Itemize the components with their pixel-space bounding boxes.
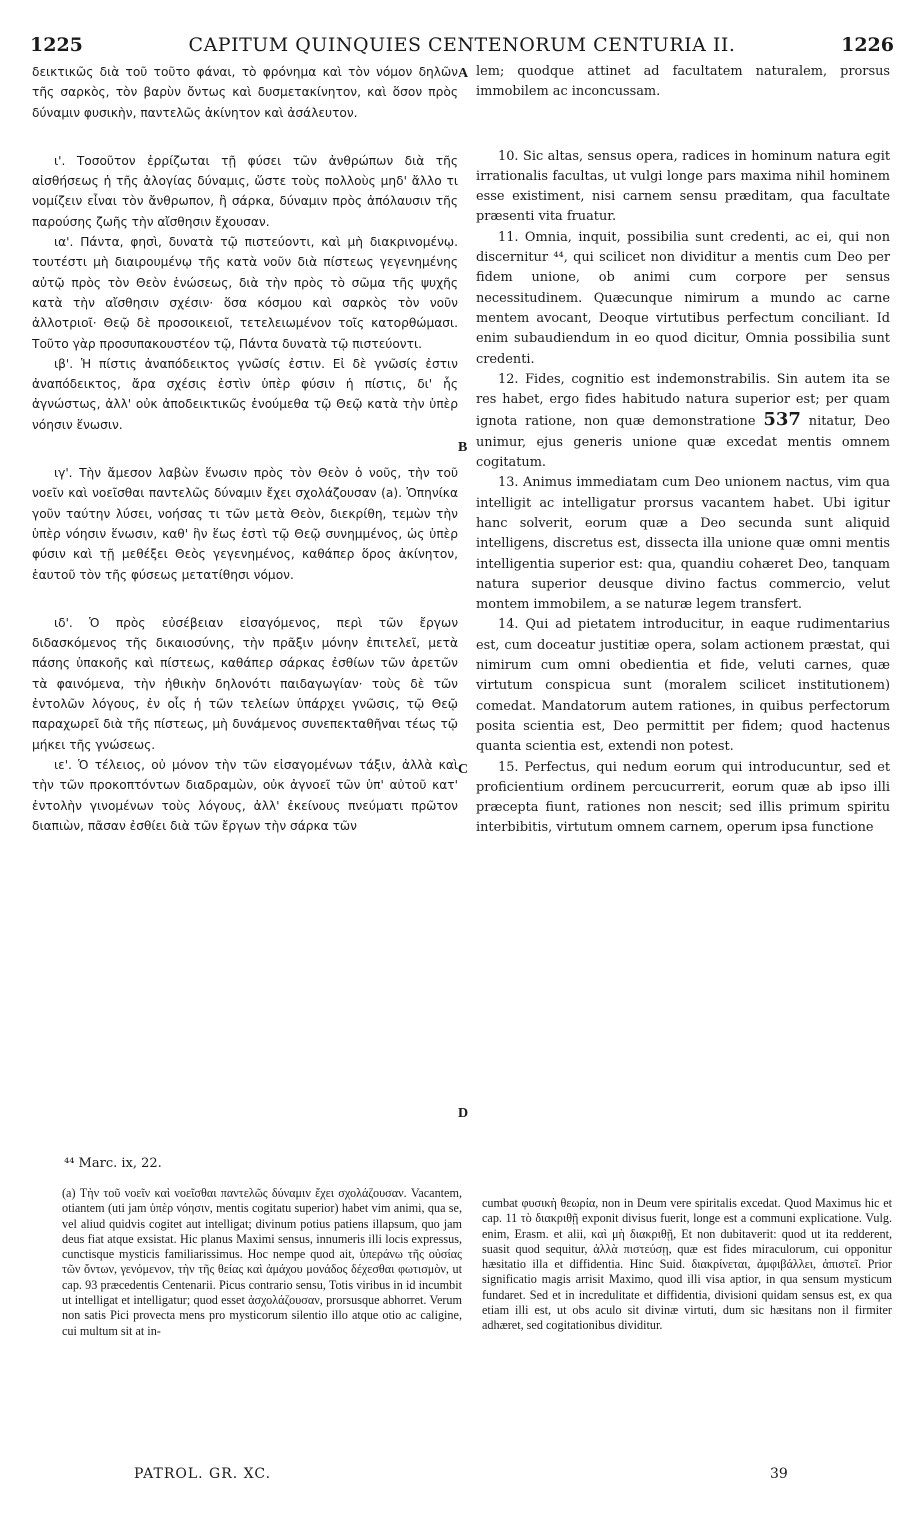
latin-chapter-14: 14. Qui ad pietatem introducitur, in eaque rudimentarius est, cum doceatur justitiæ opera, solam actionem præstat, qui nimirum cum omni obedientia et fide, veluti carnes, quæ virtutum conspicua sunt (moralem scilicet institutionem) comedat. Mandatorum autem rationes, in quibus perfectorum posita scientia est, Deo permittit per fidem; quod hactenus quanta scientia est, extendi non potest. [476, 617, 890, 755]
running-title: CAPITUM QUINQUIES CENTENORUM CENTURIA II. [188, 34, 736, 56]
greek-chapter-11: ια'. Πάντα, φησὶ, δυνατὰ τῷ πιστεύοντι, καὶ μὴ διακρινομένῳ. τουτέστι μὴ διαιρουμένῳ τῆς κατὰ νοῦν διὰ πίστεως γεγενημένης αὐτῷ πρὸς τὸν Θεὸν ἑνώσεως, διὰ τὴν πρὸς τὸ σῶμα τῆς ψυχῆς κατὰ τὴν αἴσθησιν σχέσιν· ὅσα κόσμου καὶ σαρκὸς τὸν νοῦν ἀλλοτριοῖ· Θεῷ δὲ προσοικειοῖ, τετελειωμένον τοῖς κατορθώμασι. Τοῦτο γὰρ προσυπακουστέον τῷ, Πάντα δυνατὰ τῷ πιστεύοντι. [32, 235, 458, 351]
page-header [30, 34, 894, 58]
scripture-reference: ⁴⁴ Marc. ix, 22. [64, 1156, 162, 1171]
greek-column [32, 62, 458, 836]
commentary-right: cumbat φυσικὴ θεωρία, non in Deum vere spiritalis excedat. Quod Maximus hic et cap. 11 τὸ διακριθῇ exponit divisus fuerit, longe est a communi explicatione. Vulg. enim, Erasm. et alii, καὶ μὴ διακριθῇ, Et non dubitaverit: quod ut ita redderent, suasit quod sequitur, ἀλλὰ πιστεύσῃ, quæ est fides miraculorum, cui opponitur hæsitatio illa et diffidentia. Hinc Suid. διακρίνεται, ἀμφιβάλλει, ἀπιστεῖ. Prior significatio magis arrisit Maximo, quod illi visa aptior, in qua sensum mysticum fundaret. Sed et in incredulitate et diffidentia, divisioni quidam sensus est, ex qua etiam illi est, ut obs aculo sit divinæ virtuti, dum sic hæsitans non il firmiter adhæret, sed cogitationibus dividitur. [482, 1196, 892, 1333]
latin-chapter-10: 10. Sic altas, sensus opera, radices in hominum natura egit irrationalis facultas, ut vulgi longe pars maxima nihil hominem esse existiment, nisi carnem sensu præditam, qua facultate præsenti vita fruatur. [476, 148, 890, 225]
commentary-left: (a) Τὴν τοῦ νοεῖν καὶ νοεῖσθαι παντελῶς δύναμιν ἔχει σχολάζουσαν. Vacantem, otiantem (uti jam ὑπὲρ νόησιν, mentis cogitatu superior) habet vim animi, qua se, vel aliud quidvis cogitet aut intelligat; divinum potius patiens illapsum, quo jam deus fiat atque exsistat. Hic planus Maximi sensus, innumeris illi locis expressus, cunctisque mysticis familiarissimus. Hoc nempe quod ait, ὑπεράνω τῆς οὐσίας τῶν ὄντων, γενόμενον, τὴν τῆς θείας καὶ ἀμάχου μονάδος δέχεσθαι φωτισμὸν, ut cap. 93 præcedentis Centenarii. Picus contrario sensu, Totis viribus in id incumbit ut intelligat et intelligatur; quod esset ἀσχολάζουσαν, prorsusque abhorret. Verum non satis Pici provecta mens pro mysticorum silentio illo atque otio ac caligine, cui multum sit at in- [62, 1186, 462, 1338]
footer-signature: 39 [770, 1466, 788, 1482]
column-number: 537 [763, 409, 801, 431]
greek-chapter-10: ι'. Τοσοῦτον ἐρρίζωται τῇ φύσει τῶν ἀνθρώπων διὰ τῆς αἰσθήσεως ἡ τῆς ἀλογίας δύναμις, ὥστε τοὺς πολλοὺς μηδ' ἄλλο τι νομίζειν εἶναι τὸν ἄνθρωπον, ἢ σάρκα, δύναμιν πρὸς ἀπόλαυσιν τῆς παρούσης ζωῆς τὴν αἴσθησιν ἔχουσαν. [32, 153, 458, 229]
margin-marker-d: D [458, 1106, 469, 1121]
greek-chapter-15: ιε'. Ὁ τέλειος, οὐ μόνον τὴν τῶν εἰσαγομένων τάξιν, ἀλλὰ καὶ τὴν τῶν προκοπτόντων διαδραμὼν, οὐκ ἀγνοεῖ τῶν ὑπ' αὐτοῦ κατ' ἐντολὴν γινομένων τοὺς λόγους, ἀλλ' ἐκείνους πνεύματι πρῶτον διαπιὼν, πᾶσαν ἐσθίει διὰ τῶν ἔργων τὴν σάρκα τῶν [32, 757, 458, 833]
latin-chapter-13: 13. Animus immediatam cum Deo unionem nactus, vim qua intelligit ac intelligatur prorsus vacantem habet. Ubi igitur hanc solverit, eorum quæ a Deo secunda sunt aliquid intelligens, discretus est, dissecta illa unione quæ omni mentis intelligentia superior est: qua, quandiu cohæret Deo, tanquam natura superior deusque divino factus commercio, velut montem immobilem, a se naturæ legem transfert. [476, 475, 890, 613]
left-page-number: 1225 [30, 34, 83, 56]
margin-marker-a: A [458, 66, 469, 81]
latin-chapter-15: 15. Perfectus, qui nedum eorum qui introducuntur, sed et proficientium ordinem percucurrerit, eorum quæ ab ipso illi præcepta fiunt, rationes non nescit; sed illis primum spiritu interbibitis, virtutum omnem carnem, operum ipsa functione [476, 759, 890, 836]
greek-chapter-14: ιδ'. Ὁ πρὸς εὐσέβειαν εἰσαγόμενος, περὶ τῶν ἔργων διδασκόμενος τῆς δικαιοσύνης, τὴν πρᾶξιν μόνην ἐπιτελεῖ, μετὰ πάσης ὑπακοῆς καὶ πίστεως, καθάπερ σάρκας ἐσθίων τῶν ἀρετῶν τὰ φαινόμενα, τὴν ἠθικὴν δηλονότι παιδαγωγίαν· τοὺς δὲ τῶν ἐντολῶν λόγους, ἐν οἷς ἡ τῶν τελείων ὑπάρχει γνῶσις, τῷ Θεῷ παραχωρεῖ διὰ τῆς πίστεως, μὴ δυνάμενος συνεπεκταθῆναι τέως τῷ μήκει τῆς γνώσεως. [32, 615, 458, 752]
greek-intro: δεικτικῶς διὰ τοῦ τοῦτο φάναι, τὸ φρόνημα καὶ τὸν νόμον δηλῶν τῆς σαρκὸς, τὸν βαρὺν ὄντως καὶ δυσμετακίνητον, καὶ ὅσον πρὸς δύναμιν φυσικὴν, παντελῶς ἀκίνητον καὶ ἀσάλευτον. [32, 65, 458, 120]
latin-chapter-12-text-b: nitatur, Deo unimur, ejus generis unione quæ excedat mentis omnem cogitatum. [476, 414, 890, 471]
footer-series: PATROL. GR. XC. [134, 1466, 272, 1482]
margin-marker-c: C [458, 762, 469, 777]
latin-chapter-12-text-a: 12. Fides, cognitio est indemonstrabilis. Sin autem ita se res habet, ergo fides habitudo natura superior est; per quam ignota ratione, non quæ demonstratione [476, 371, 890, 430]
right-page-number: 1226 [841, 34, 894, 56]
latin-intro: lem; quodque attinet ad facultatem naturalem, prorsus immobilem ac inconcussam. [476, 64, 890, 100]
latin-chapter-12 [476, 370, 890, 473]
greek-chapter-12: ιβ'. Ἡ πίστις ἀναπόδεικτος γνῶσίς ἐστιν. Εἰ δὲ γνῶσίς ἐστιν ἀναπόδεικτος, ἄρα σχέσις ἐστὶν ὑπὲρ φύσιν ἡ πίστις, δι' ἧς ἀγνώστως, ἀλλ' οὐκ ἀποδεικτικῶς ἑνούμεθα τῷ Θεῷ κατὰ τὴν ὑπὲρ νόησιν ἕνωσιν. [32, 356, 458, 432]
margin-marker-b: B [458, 440, 468, 455]
greek-chapter-13: ιγ'. Τὴν ἄμεσον λαβὼν ἕνωσιν πρὸς τὸν Θεὸν ὁ νοῦς, τὴν τοῦ νοεῖν καὶ νοεῖσθαι παντελῶς δύναμιν ἔχει σχολάζουσαν (a). Ὁπηνίκα γοῦν ταύτην λύσει, νοήσας τι τῶν μετὰ Θεὸν, διεκρίθη, τεμὼν τὴν ὑπὲρ νόησιν ἕνωσιν, καθ' ἣν ἕως ἐστὶ τῷ Θεῷ συνημμένος, ὡς ὑπὲρ φύσιν καὶ τῇ μεθέξει Θεὸς γεγενημένος, καθάπερ ὅρος ἀκίνητον, ἑαυτοῦ τὸν τῆς φύσεως μετατίθησι νόμον. [32, 466, 458, 582]
latin-column [476, 62, 890, 839]
latin-chapter-11: 11. Omnia, inquit, possibilia sunt credenti, ac ei, qui non discernitur ⁴⁴, qui scilicet non dividitur a mentis cum Deo per fidem unione, ob animi cum corpore per sensus necessitudinem. Quæcunque nimirum a mundo ac carne mentem avocant, Deoque virtutibus perfectum conciliant. Id enim subaudiendum in eo quod dicitur, Omnia possibilia sunt credenti. [476, 229, 890, 367]
